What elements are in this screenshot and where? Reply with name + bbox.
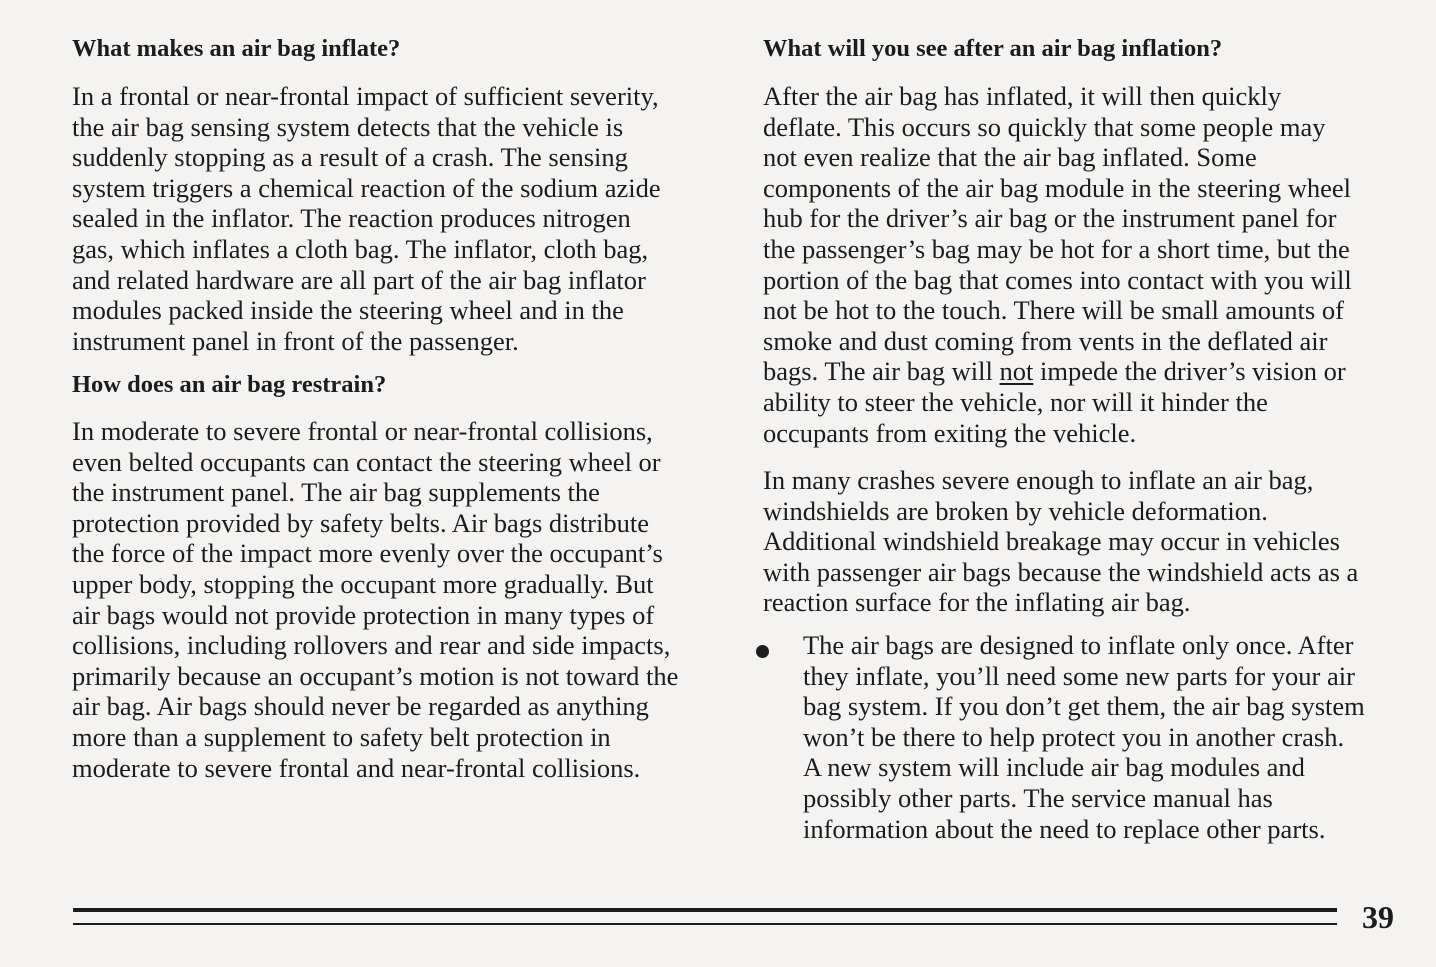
text-line: occupants from exiting the vehicle. bbox=[763, 417, 1137, 448]
text-line: hub for the driver’s air bag or the instrument panel for bbox=[763, 203, 1337, 234]
text-line: Additional windshield breakage may occur in vehicles bbox=[763, 526, 1340, 557]
emphasis-not: not bbox=[999, 356, 1034, 387]
text-line: After the air bag has inflated, it will then quickly bbox=[763, 81, 1282, 111]
footer-rule-top bbox=[73, 908, 1337, 912]
text-line: and related hardware are all part of the air bag inflator bbox=[72, 264, 646, 295]
text-line: the air bag sensing system detects that the vehicle is bbox=[72, 111, 624, 142]
text-line: reaction surface for the inflating air bag. bbox=[763, 587, 1191, 618]
paragraph-windshield-breakage bbox=[763, 465, 1358, 618]
text-line: protection provided by safety belts. Air bags distribute bbox=[72, 507, 649, 538]
text-line: with passenger air bags because the windshield acts as a bbox=[763, 556, 1359, 587]
text-line: upper body, stopping the occupant more gradually. But bbox=[72, 568, 654, 599]
text-line: the force of the impact more evenly over the occupant’s bbox=[72, 538, 663, 569]
text-segment: impede the driver’s vision or bbox=[1033, 356, 1346, 387]
text-line: not be hot to the touch. There will be small amounts of bbox=[763, 295, 1344, 326]
text-line: air bags would not provide protection in many types of bbox=[72, 599, 655, 630]
text-line: possibly other parts. The service manual has bbox=[803, 782, 1273, 813]
text-line: A new system will include air bag modules and bbox=[803, 752, 1305, 783]
text-line: In moderate to severe frontal or near-frontal collisions, bbox=[72, 416, 653, 446]
text-line: not even realize that the air bag inflated. Some bbox=[763, 142, 1257, 173]
text-line: modules packed inside the steering wheel and in the bbox=[72, 295, 624, 326]
text-line: ability to steer the vehicle, nor will it hinder the bbox=[763, 386, 1268, 417]
text-line: gas, which inflates a cloth bag. The inflator, cloth bag, bbox=[72, 233, 649, 264]
text-line: deflate. This occurs so quickly that some people may bbox=[763, 111, 1326, 142]
text-line: won’t be there to help protect you in another crash. bbox=[803, 721, 1345, 752]
text-line: more than a supplement to safety belt protection in bbox=[72, 721, 611, 752]
heading-what-will-you-see: What will you see after an air bag inflation? bbox=[763, 35, 1223, 62]
bullet-text bbox=[803, 630, 1365, 844]
text-line: primarily because an occupant’s motion is not toward the bbox=[72, 660, 679, 691]
text-line: the instrument panel. The air bag supplements the bbox=[72, 477, 600, 508]
text-line: they inflate, you’ll need some new parts for your air bbox=[803, 660, 1355, 691]
footer-rule-bottom bbox=[73, 923, 1337, 925]
text-line: The air bags are designed to inflate only once. After bbox=[803, 630, 1354, 660]
text-line: air bag. Air bags should never be regarded as anything bbox=[72, 691, 649, 722]
paragraph-air-bag-inflate bbox=[72, 81, 661, 356]
text-line: moderate to severe frontal and near-frontal collisions. bbox=[72, 752, 641, 783]
text-line: windshields are broken by vehicle deformation. bbox=[763, 495, 1268, 526]
text-line: instrument panel in front of the passenger. bbox=[72, 325, 519, 356]
page-number: 39 bbox=[1362, 899, 1394, 935]
bullet-icon bbox=[756, 645, 769, 658]
text-segment: bags. The air bag will bbox=[763, 356, 1000, 387]
text-line: sealed in the inflator. The reaction produces nitrogen bbox=[72, 203, 631, 234]
text-line-with-emphasis bbox=[763, 356, 1352, 387]
text-line: collisions, including rollovers and rear and side impacts, bbox=[72, 630, 671, 661]
text-line: In a frontal or near-frontal impact of sufficient severity, bbox=[72, 81, 659, 111]
text-line: suddenly stopping as a result of a crash. The sensing bbox=[72, 142, 628, 173]
text-line: In many crashes severe enough to inflate an air bag, bbox=[763, 465, 1314, 495]
text-line: system triggers a chemical reaction of the sodium azide bbox=[72, 172, 661, 203]
heading-how-does-air-bag-restrain: How does an air bag restrain? bbox=[72, 371, 387, 398]
text-line: bag system. If you don’t get them, the air bag system bbox=[803, 691, 1365, 722]
paragraph-after-inflation bbox=[763, 81, 1352, 448]
text-line: smoke and dust coming from vents in the deflated air bbox=[763, 325, 1328, 356]
text-line: the passenger’s bag may be hot for a short time, but the bbox=[763, 233, 1350, 264]
text-line: portion of the bag that comes into contact with you will bbox=[763, 264, 1352, 295]
heading-what-makes-air-bag-inflate: What makes an air bag inflate? bbox=[72, 35, 401, 62]
text-line: even belted occupants can contact the steering wheel or bbox=[72, 446, 661, 477]
paragraph-air-bag-restrain bbox=[72, 416, 678, 783]
text-line: components of the air bag module in the steering wheel bbox=[763, 172, 1351, 203]
text-line: information about the need to replace other parts. bbox=[803, 813, 1326, 844]
